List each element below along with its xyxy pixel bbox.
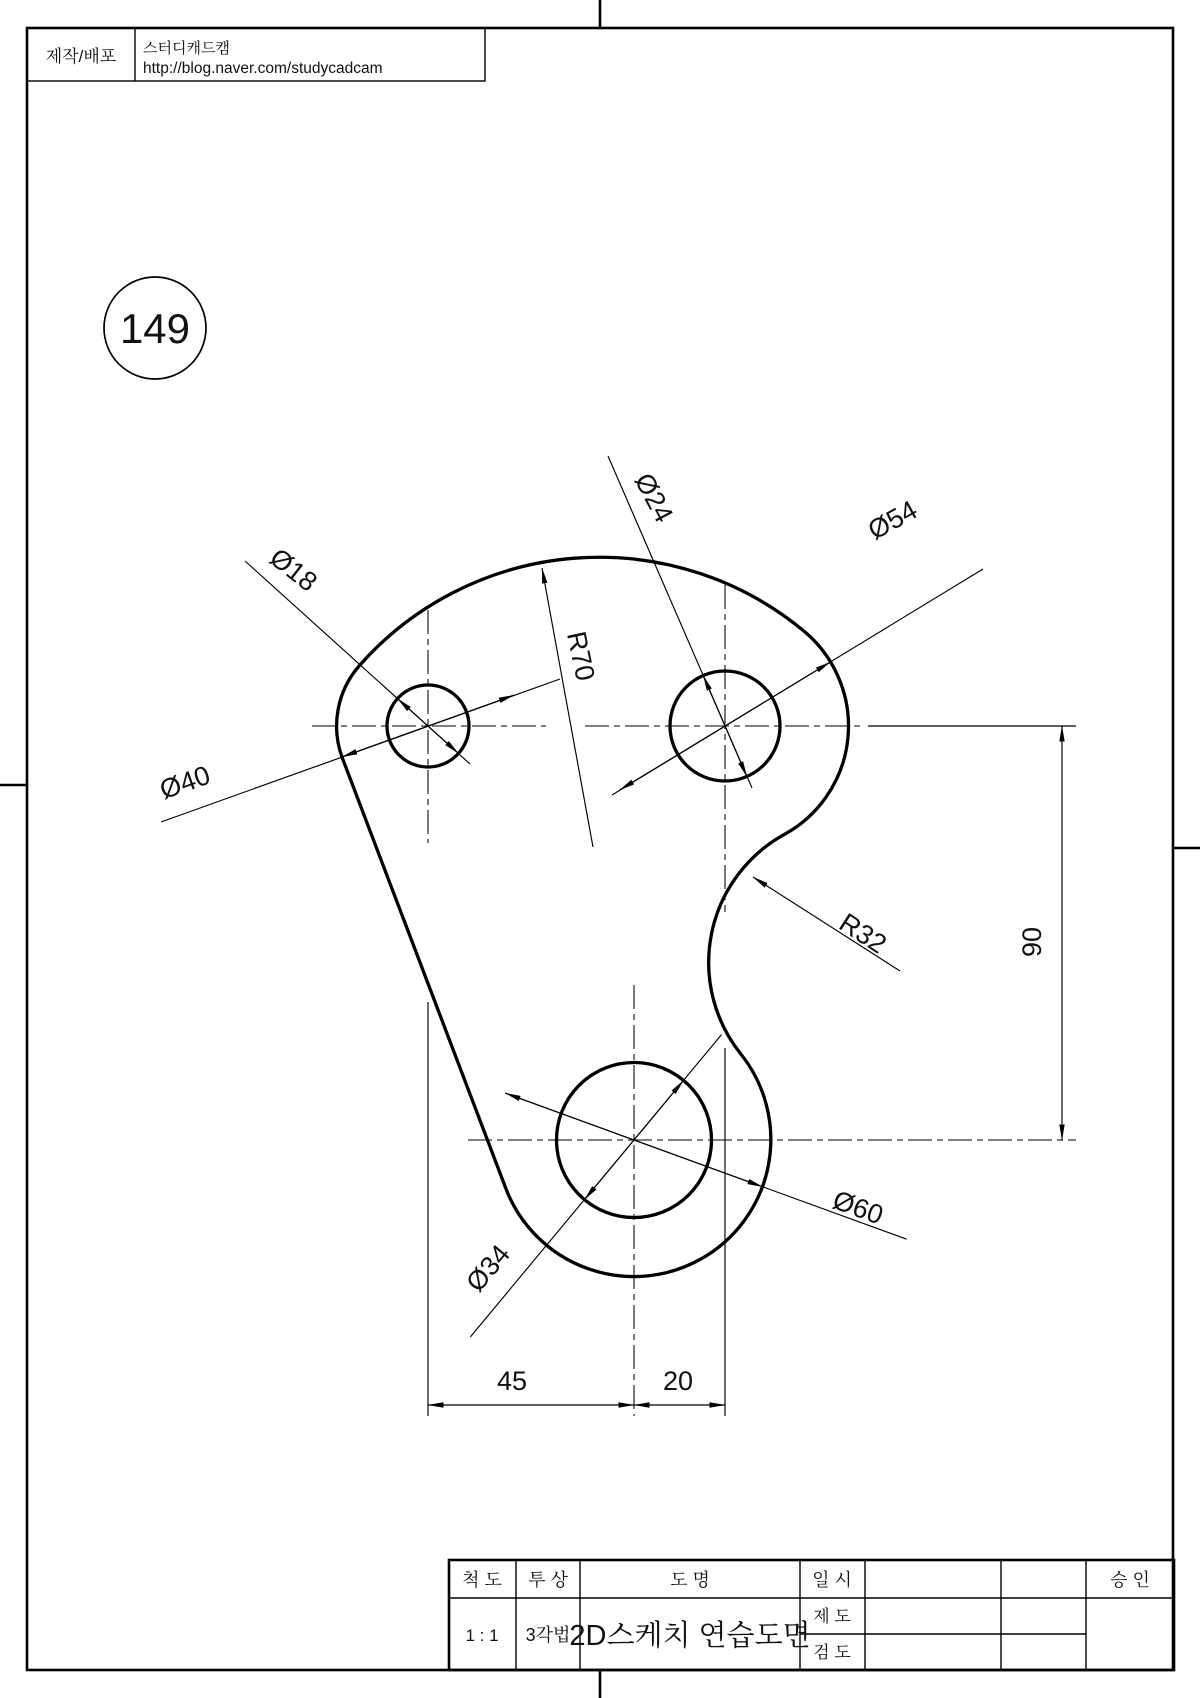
dim-label-r70: R70 (560, 628, 601, 684)
dimensions (156, 456, 1076, 1416)
dim-d24 (608, 456, 752, 788)
border-rect (27, 28, 1173, 1670)
dim-90 (868, 726, 1076, 1140)
header-url[interactable]: http://blog.naver.com/studycadcam (143, 60, 383, 77)
dim-label-d18: Ø18 (264, 542, 323, 598)
title-block (449, 1560, 1174, 1670)
part-number-balloon (104, 277, 206, 379)
part-number: 149 (119, 305, 191, 352)
dim-label-d40: Ø40 (155, 759, 215, 806)
titleblock-date-label: 일 시 (812, 1570, 852, 1590)
titleblock-name-label: 도 명 (670, 1570, 710, 1590)
header-label: 제작/배포 (45, 47, 117, 66)
titleblock-checker-label: 검 도 (813, 1643, 851, 1662)
dim-label-20: 20 (662, 1366, 694, 1396)
titleblock-name-value: 2D스케치 연습도면 (569, 1620, 811, 1652)
dim-label-d60: Ø60 (828, 1184, 888, 1231)
titleblock-scale-label: 척 도 (462, 1570, 502, 1590)
titleblock-drafter-label: 제 도 (813, 1607, 851, 1626)
centerlines (312, 585, 1076, 1416)
dim-label-d24: Ø24 (628, 468, 680, 528)
dim-r70 (542, 568, 601, 847)
dim-label-45: 45 (496, 1366, 528, 1396)
titleblock-projection-value: 3각법 (525, 1625, 571, 1645)
dim-label-d54: Ø54 (863, 494, 923, 546)
dim-r32 (753, 877, 900, 971)
dim-d18 (245, 542, 470, 764)
titleblock-approval-label: 승 인 (1110, 1570, 1150, 1590)
header-publisher: 스터디캐드캠 (143, 40, 230, 57)
dim-label-90: 90 (1017, 926, 1047, 958)
titleblock-scale-value: 1 : 1 (465, 1626, 499, 1645)
header-box (27, 28, 485, 81)
titleblock-projection-label: 투 상 (528, 1570, 568, 1590)
dim-label-d34: Ø34 (460, 1239, 517, 1298)
dim-d54 (612, 495, 983, 795)
dim-label-r32: R32 (833, 907, 892, 960)
